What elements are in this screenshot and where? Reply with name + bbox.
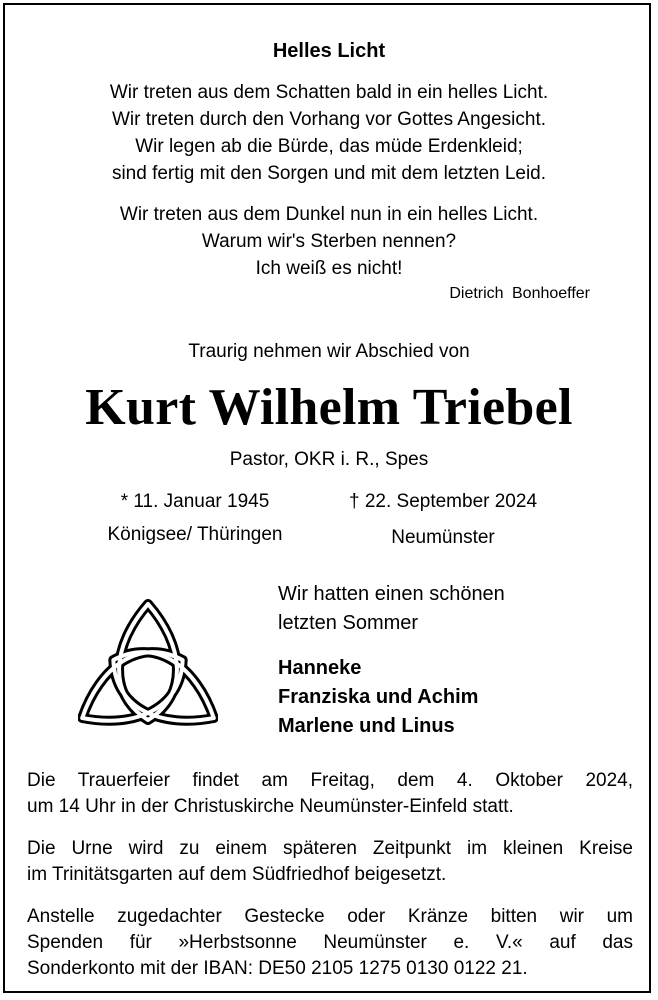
birth-place: Königsee/ Thüringen [107, 524, 283, 545]
mourners-names [278, 654, 478, 741]
mourner-name: Hanneke [278, 657, 362, 679]
urn-line: Die Urne wird zu einem späteren Zeitpunkt im kleinen Kreise [27, 838, 633, 859]
poem-line: Ich weiß es nicht! [255, 258, 403, 279]
poem-line: Warum wir's Sterben nennen? [201, 231, 457, 252]
urn-line: im Trinitätsgarten auf dem Südfriedhof beigesetzt. [27, 864, 447, 885]
deceased-title: Pastor, OKR i. R., Spes [229, 449, 429, 470]
mourner-name: Marlene und Linus [278, 715, 455, 737]
funeral-details [27, 768, 633, 820]
death-place: Neumünster [391, 527, 495, 548]
mourner-name: Franziska und Achim [278, 686, 479, 708]
poem-line: Wir treten aus dem Schatten bald in ein helles Licht. [109, 82, 549, 103]
poem-title: Helles Licht [272, 40, 386, 62]
poem-stanza-1 [0, 79, 658, 187]
mourners-quote [278, 580, 505, 638]
poem-stanza-2 [0, 201, 658, 282]
quote-line: letzten Sommer [278, 612, 419, 634]
donation-line: Sonderkonto mit der IBAN: DE50 2105 1275 0130 0122 21. [27, 958, 528, 979]
quote-line: Wir hatten einen schönen [278, 583, 505, 605]
poem-line: Wir treten aus dem Dunkel nun in ein helles Licht. [119, 204, 539, 225]
urn-details [27, 836, 633, 888]
funeral-line: Die Trauerfeier findet am Freitag, dem 4. Oktober 2024, [27, 770, 633, 791]
donation-line: Anstelle zugedachter Gestecke oder Kränze bitten wir um [27, 906, 633, 927]
poem-line: Wir treten durch den Vorhang vor Gottes Angesicht. [111, 109, 547, 130]
birth-date: * 11. Januar 1945 [120, 491, 270, 512]
poem-line: Wir legen ab die Bürde, das müde Erdenkleid; [135, 136, 523, 157]
triquetra-icon [78, 596, 218, 736]
poem-line: sind fertig mit den Sorgen und mit dem letzten Leid. [111, 163, 547, 184]
funeral-line: um 14 Uhr in der Christuskirche Neumünster-Einfeld statt. [27, 796, 514, 817]
donation-line: Spenden für »Herbstsonne Neumünster e. V.« auf das [27, 932, 633, 953]
donation-details [27, 904, 633, 982]
farewell-intro: Traurig nehmen wir Abschied von [188, 341, 470, 362]
death-date: † 22. September 2024 [348, 491, 538, 512]
deceased-name: Kurt Wilhelm Triebel [85, 379, 573, 436]
poem-author: Dietrich Bonhoeffer [449, 285, 590, 302]
